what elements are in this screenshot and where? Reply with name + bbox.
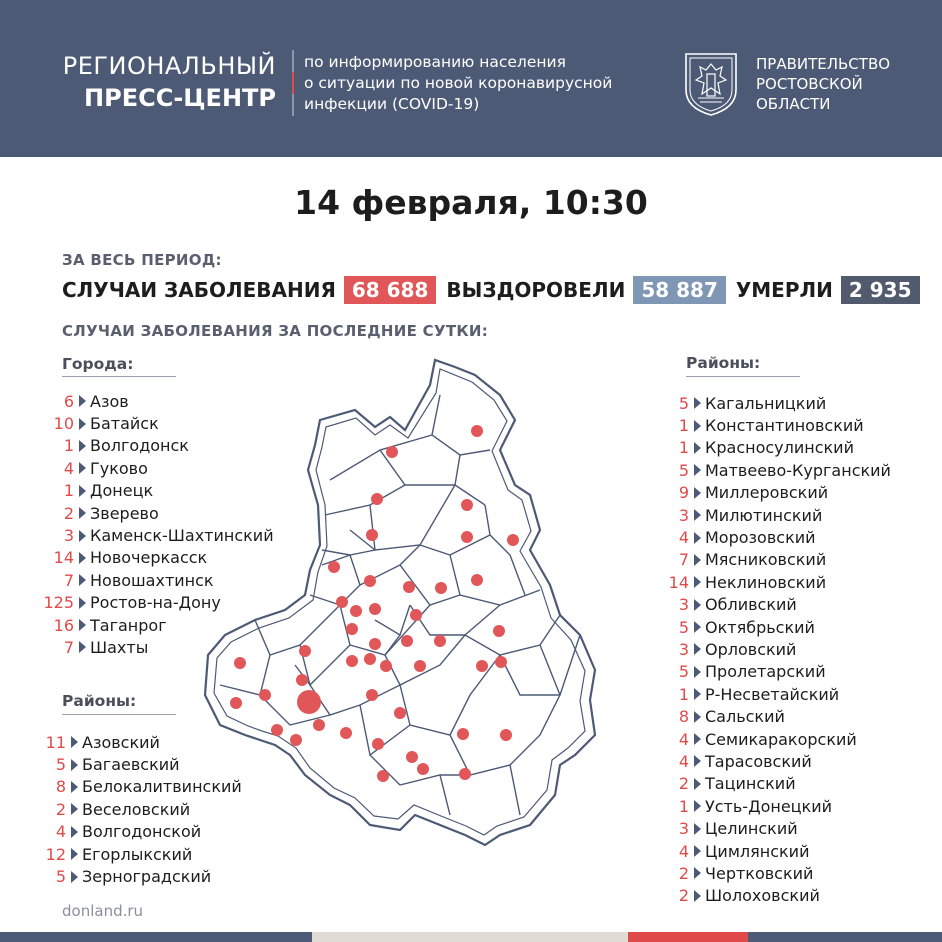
- triangle-right-icon: [694, 688, 701, 700]
- triangle-right-icon: [79, 641, 86, 653]
- header-divider-accent: [292, 72, 294, 94]
- area-name: Чертковский: [705, 863, 814, 883]
- list-item: [665, 661, 891, 683]
- list-item: [665, 616, 891, 638]
- area-name: Новошахтинск: [90, 570, 214, 590]
- area-name: Константиновский: [705, 416, 864, 436]
- footer-site: donland.ru: [62, 902, 144, 920]
- press-center-title-line2: ПРЕСС-ЦЕНТР: [84, 84, 276, 112]
- region-map: [200, 355, 630, 855]
- list-item: [665, 750, 891, 772]
- case-count: 16: [53, 615, 74, 635]
- list-item: [665, 638, 891, 660]
- triangle-right-icon: [694, 397, 701, 409]
- government-name: [756, 54, 890, 114]
- case-marker: [417, 763, 429, 775]
- case-count: 3: [678, 639, 689, 659]
- header-banner: [0, 0, 942, 157]
- case-marker: [459, 768, 471, 780]
- case-marker: [435, 582, 447, 594]
- list-item: [665, 549, 891, 571]
- case-marker: [350, 605, 362, 617]
- deaths-value-badge: 2 935: [841, 276, 920, 304]
- recovered-value-badge: 58 887: [633, 276, 726, 304]
- triangle-right-icon: [71, 848, 78, 860]
- case-count: 5: [678, 617, 689, 637]
- case-count: 12: [45, 844, 66, 864]
- triangle-right-icon: [694, 867, 701, 879]
- case-count: 4: [63, 458, 74, 478]
- case-count: 2: [63, 503, 74, 523]
- case-count: 8: [678, 707, 689, 727]
- case-count: 4: [678, 751, 689, 771]
- triangle-right-icon: [79, 507, 86, 519]
- triangle-right-icon: [694, 666, 701, 678]
- case-marker: [372, 738, 384, 750]
- triangle-right-icon: [694, 643, 701, 655]
- triangle-right-icon: [694, 420, 701, 432]
- case-marker: [457, 728, 469, 740]
- recovered-label: ВЫЗДОРОВЕЛИ: [446, 278, 626, 302]
- area-name: Неклиновский: [705, 572, 827, 592]
- case-count: 3: [678, 819, 689, 839]
- case-marker: [461, 499, 473, 511]
- area-name: Каменск-Шахтинский: [90, 526, 274, 546]
- case-marker: [406, 751, 418, 763]
- list-item: [665, 817, 891, 839]
- case-count: 2: [678, 774, 689, 794]
- districts-right-heading-underline: [686, 376, 800, 377]
- case-count: 3: [678, 595, 689, 615]
- area-name: Таганрог: [90, 615, 167, 635]
- area-name: Орловский: [705, 639, 797, 659]
- area-name: Сальский: [705, 707, 785, 727]
- list-item: [665, 459, 891, 481]
- list-item: [26, 865, 242, 887]
- case-count: 5: [678, 460, 689, 480]
- case-marker: [371, 493, 383, 505]
- case-count: 14: [53, 548, 74, 568]
- case-marker: [290, 734, 302, 746]
- case-marker: [346, 655, 358, 667]
- info-line: инфекции (COVID-19): [304, 95, 480, 113]
- districts-right-list: [665, 392, 891, 907]
- case-count: 1: [63, 436, 74, 456]
- triangle-right-icon: [694, 621, 701, 633]
- case-count: 5: [55, 867, 66, 887]
- case-marker: [259, 689, 271, 701]
- rostov-oblast-coat-of-arms-icon: [680, 50, 742, 118]
- case-marker: [461, 531, 473, 543]
- gov-line: РОСТОВСКОЙ: [756, 75, 863, 93]
- info-line: по информированию населения: [304, 53, 566, 71]
- area-name: Волгодонск: [90, 436, 189, 456]
- triangle-right-icon: [71, 781, 78, 793]
- triangle-right-icon: [694, 509, 701, 521]
- triangle-right-icon: [694, 890, 701, 902]
- area-name: Азовский: [82, 732, 160, 752]
- case-marker: [340, 727, 352, 739]
- list-item: [665, 414, 891, 436]
- totals-row: [62, 275, 930, 305]
- area-name: Белокалитвинский: [82, 777, 242, 797]
- list-item: [665, 594, 891, 616]
- list-item: [665, 571, 891, 593]
- case-marker: [471, 574, 483, 586]
- list-item: [665, 683, 891, 705]
- triangle-right-icon: [694, 487, 701, 499]
- cases-value-badge: 68 688: [344, 276, 437, 304]
- districts-right-heading: Районы:: [686, 354, 761, 372]
- case-marker: [434, 635, 446, 647]
- case-count: 5: [55, 755, 66, 775]
- area-name: Тарасовский: [705, 751, 812, 771]
- list-item: [665, 773, 891, 795]
- case-marker: [476, 660, 488, 672]
- list-item: [665, 705, 891, 727]
- cities-heading-underline: [62, 376, 176, 377]
- case-marker: [313, 719, 325, 731]
- area-name: Азов: [90, 391, 129, 411]
- triangle-right-icon: [694, 599, 701, 611]
- case-marker: [369, 603, 381, 615]
- header-info-text: [304, 52, 612, 115]
- area-name: Р-Несветайский: [705, 684, 840, 704]
- list-item: [665, 504, 891, 526]
- area-name: Обливский: [705, 595, 797, 615]
- case-count: 1: [678, 684, 689, 704]
- area-name: Пролетарский: [705, 662, 826, 682]
- area-name: Зверево: [90, 503, 159, 523]
- case-count: 125: [43, 593, 74, 613]
- case-marker: [297, 690, 321, 714]
- list-item: [665, 437, 891, 459]
- list-item: [665, 728, 891, 750]
- triangle-right-icon: [71, 759, 78, 771]
- case-marker: [471, 425, 483, 437]
- triangle-right-icon: [694, 464, 701, 476]
- area-name: Веселовский: [82, 799, 191, 819]
- case-count: 4: [678, 729, 689, 749]
- case-count: 5: [678, 393, 689, 413]
- list-item: [665, 392, 891, 414]
- area-name: Морозовский: [705, 528, 816, 548]
- area-name: Батайск: [90, 414, 159, 434]
- case-marker: [366, 529, 378, 541]
- districts-left-heading-underline: [62, 714, 176, 715]
- info-line: о ситуации по новой коронавирусной: [304, 74, 613, 92]
- area-name: Волгодонской: [82, 822, 202, 842]
- list-item: [665, 795, 891, 817]
- area-name: Милютинский: [705, 505, 823, 525]
- area-name: Цимлянский: [705, 841, 810, 861]
- triangle-right-icon: [71, 826, 78, 838]
- triangle-right-icon: [79, 395, 86, 407]
- triangle-right-icon: [79, 574, 86, 586]
- case-marker: [386, 446, 398, 458]
- case-marker: [495, 656, 507, 668]
- case-count: 4: [55, 822, 66, 842]
- triangle-right-icon: [694, 755, 701, 767]
- case-marker: [410, 609, 422, 621]
- case-count: 7: [63, 637, 74, 657]
- area-name: Шахты: [90, 637, 149, 657]
- triangle-right-icon: [79, 418, 86, 430]
- case-marker: [364, 653, 376, 665]
- case-count: 14: [668, 572, 689, 592]
- case-marker: [403, 581, 415, 593]
- triangle-right-icon: [694, 845, 701, 857]
- case-marker: [230, 697, 242, 709]
- cities-heading: Города:: [62, 355, 134, 373]
- triangle-right-icon: [79, 462, 86, 474]
- area-name: Донецк: [90, 481, 154, 501]
- triangle-right-icon: [694, 778, 701, 790]
- case-count: 1: [678, 416, 689, 436]
- triangle-right-icon: [79, 597, 86, 609]
- case-count: 2: [678, 863, 689, 883]
- case-marker: [394, 707, 406, 719]
- triangle-right-icon: [79, 552, 86, 564]
- list-item: [665, 862, 891, 884]
- triangle-right-icon: [694, 576, 701, 588]
- districts-left-heading: Районы:: [62, 692, 137, 710]
- list-item: [665, 840, 891, 862]
- area-name: Целинский: [705, 819, 798, 839]
- case-marker: [296, 674, 308, 686]
- case-marker: [271, 724, 283, 736]
- case-count: 3: [63, 526, 74, 546]
- footer-bar-segment: [628, 932, 748, 942]
- press-center-title-line1: РЕГИОНАЛЬНЫЙ: [62, 52, 276, 80]
- triangle-right-icon: [694, 733, 701, 745]
- area-name: Усть-Донецкий: [705, 796, 833, 816]
- case-marker: [493, 625, 505, 637]
- triangle-right-icon: [79, 485, 86, 497]
- case-count: 9: [678, 483, 689, 503]
- case-count: 7: [63, 570, 74, 590]
- area-name: Багаевский: [82, 755, 180, 775]
- area-name: Гуково: [90, 458, 148, 478]
- case-count: 10: [53, 414, 74, 434]
- case-count: 6: [63, 391, 74, 411]
- footer-bar-segment: [0, 932, 312, 942]
- deaths-label: УМЕРЛИ: [735, 278, 833, 302]
- list-item: [665, 482, 891, 504]
- area-name: Мясниковский: [705, 550, 827, 570]
- case-marker: [299, 645, 311, 657]
- case-marker: [380, 660, 392, 672]
- triangle-right-icon: [694, 532, 701, 544]
- triangle-right-icon: [694, 800, 701, 812]
- area-name: Семикаракорский: [705, 729, 857, 749]
- case-marker: [328, 561, 340, 573]
- area-name: Тацинский: [705, 774, 796, 794]
- area-name: Матвеево-Курганский: [705, 460, 891, 480]
- area-name: Кагальницкий: [705, 393, 827, 413]
- case-marker: [366, 689, 378, 701]
- gov-line: ПРАВИТЕЛЬСТВО: [756, 55, 891, 73]
- footer-bar-segment: [312, 932, 628, 942]
- case-count: 3: [678, 505, 689, 525]
- case-marker: [364, 575, 376, 587]
- case-count: 1: [63, 481, 74, 501]
- case-marker: [414, 660, 426, 672]
- triangle-right-icon: [694, 823, 701, 835]
- case-marker: [369, 638, 381, 650]
- triangle-right-icon: [71, 736, 78, 748]
- report-date: 14 февраля, 10:30: [294, 183, 648, 222]
- area-name: Шолоховский: [705, 886, 820, 906]
- period-label: ЗА ВЕСЬ ПЕРИОД:: [62, 251, 222, 269]
- case-count: 2: [55, 799, 66, 819]
- case-count: 8: [55, 777, 66, 797]
- case-marker: [507, 534, 519, 546]
- case-count: 2: [678, 886, 689, 906]
- area-name: Красносулинский: [705, 438, 854, 458]
- case-count: 11: [45, 732, 66, 752]
- cases-label: СЛУЧАИ ЗАБОЛЕВАНИЯ: [62, 278, 336, 302]
- area-name: Октябрьский: [705, 617, 815, 637]
- area-name: Ростов-на-Дону: [90, 593, 221, 613]
- case-count: 1: [678, 796, 689, 816]
- case-marker: [234, 657, 246, 669]
- case-marker: [346, 623, 358, 635]
- case-count: 7: [678, 550, 689, 570]
- list-item: [665, 526, 891, 548]
- triangle-right-icon: [79, 619, 86, 631]
- case-count: 4: [678, 841, 689, 861]
- case-count: 1: [678, 438, 689, 458]
- area-name: Миллеровский: [705, 483, 829, 503]
- list-item: [665, 885, 891, 907]
- daily-label: СЛУЧАИ ЗАБОЛЕВАНИЯ ЗА ПОСЛЕДНИЕ СУТКИ:: [62, 322, 489, 340]
- case-marker: [377, 770, 389, 782]
- footer-bar-segment: [748, 932, 942, 942]
- area-name: Новочеркасск: [90, 548, 208, 568]
- area-name: Зерноградский: [82, 867, 212, 887]
- area-name: Егорлыкский: [82, 844, 193, 864]
- triangle-right-icon: [694, 554, 701, 566]
- case-marker: [500, 729, 512, 741]
- triangle-right-icon: [71, 871, 78, 883]
- triangle-right-icon: [694, 711, 701, 723]
- case-count: 5: [678, 662, 689, 682]
- case-count: 4: [678, 528, 689, 548]
- case-marker: [336, 596, 348, 608]
- triangle-right-icon: [79, 440, 86, 452]
- triangle-right-icon: [71, 803, 78, 815]
- triangle-right-icon: [694, 442, 701, 454]
- gov-line: ОБЛАСТИ: [756, 95, 831, 113]
- triangle-right-icon: [79, 530, 86, 542]
- case-marker: [401, 635, 413, 647]
